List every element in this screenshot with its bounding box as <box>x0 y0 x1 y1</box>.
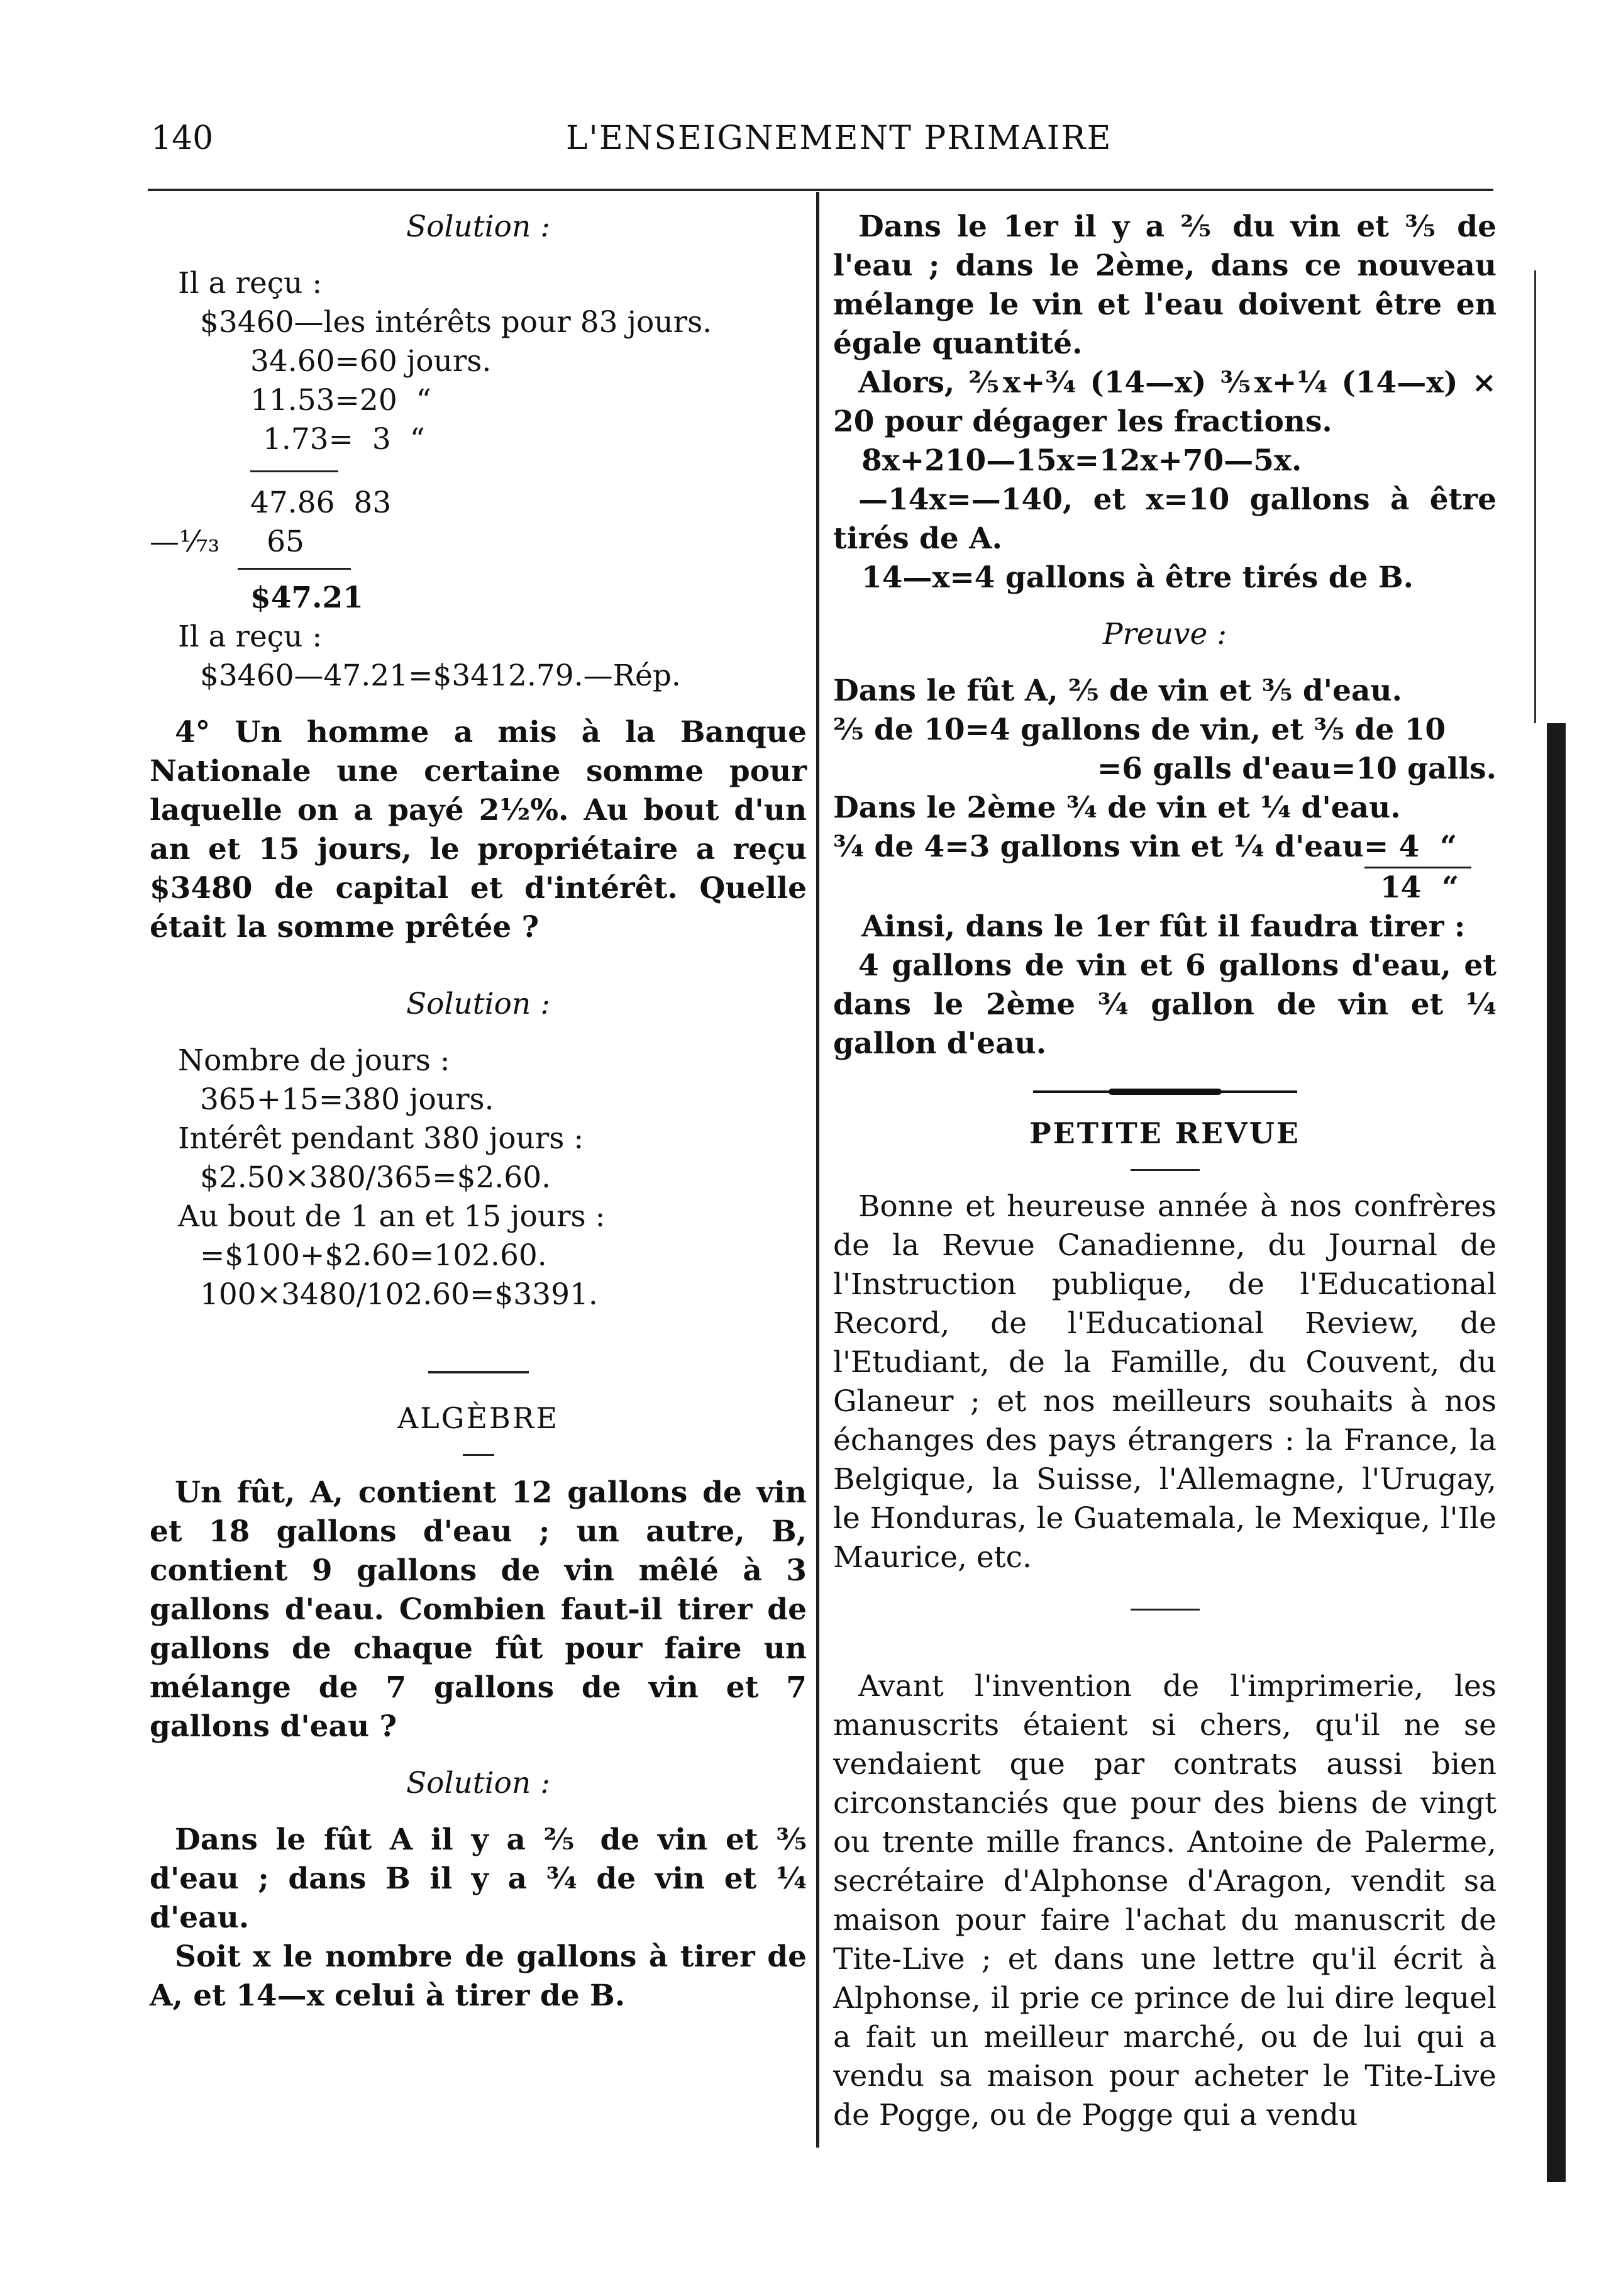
revue-paragraph: Bonne et heureuse année à nos confrères de la Revue Canadienne, du Journal de l'Instruction publique, de l'Educational Record, de l'Educational Review, de l'Etudiant, de la Famille, du Couvent, du Glaneur ; et nos meilleurs souhaits à nos échanges des pays étrangers : la France, la Belgique, la Suisse, l'Allemagne, l'Urugay, le Honduras, le Guatemala, le Mexique, l'Ile Maurice, etc. <box>833 1189 1497 1575</box>
solution-paragraph: Soit x le nombre de gallons à tirer de A, et 14—x celui à tirer de B. <box>150 1939 807 2013</box>
solution-line: Il a reçu : <box>178 619 323 654</box>
paragraph-separator <box>1131 1609 1200 1611</box>
problem-paragraph: 4° Un homme a mis à la Banque Nationale une certaine somme pour laquelle on a payé 2½%. Au bout d'un an et 15 jours, le propriétaire a reçu $3480 de capital et d'intérêt. Quelle était la somme prêtée ? <box>150 715 807 945</box>
proof-line: Dans le fût A, ⅖ de vin et ⅗ d'eau. <box>833 674 1402 708</box>
solution-line: 100×3480/102.60=$3391. <box>200 1277 598 1312</box>
running-head: L'ENSEIGNEMENT PRIMAIRE <box>566 119 1112 157</box>
solution-line: 1.73= 3 “ <box>263 422 425 457</box>
solution-line: Intérêt pendant 380 jours : <box>178 1121 584 1156</box>
title-underline <box>1131 1169 1200 1171</box>
right-column <box>833 208 1497 2135</box>
ornamental-rule <box>1033 1089 1297 1095</box>
column-rule <box>816 192 819 2148</box>
title-underline <box>463 1454 494 1456</box>
sum-rule <box>250 470 338 472</box>
algebra-continued-paragraph: Dans le 1er il y a ⅖ du vin et ⅗ de l'eau ; dans le 2ème, dans ce nouveau mélange le vin et l'eau doivent être en égale quantité. <box>833 209 1497 361</box>
binding-edge-bar <box>1547 723 1566 2182</box>
solution-paragraph: Dans le fût A il y a ⅖ de vin et ⅗ d'eau ; dans B il y a ¾ de vin et ¼ d'eau. <box>150 1822 807 1935</box>
algebra-continued-paragraph: —14x=—140, et x=10 gallons à être tirés de A. <box>833 482 1497 556</box>
algebra-equation: 14—x=4 gallons à être tirés de B. <box>861 560 1414 595</box>
left-column <box>150 208 807 2016</box>
section-title-algebra: ALGÈBRE <box>397 1401 560 1435</box>
solution-line: $2.50×380/365=$2.60. <box>200 1160 551 1195</box>
solution-line: 34.60=60 jours. <box>250 344 492 379</box>
solution-line: Nombre de jours : <box>178 1043 450 1078</box>
solution-line: $3460—47.21=$3412.79.—Rép. <box>200 658 681 693</box>
section-title-petite-revue: PETITE REVUE <box>1029 1116 1300 1150</box>
proof-total: 14 “ <box>1364 867 1471 907</box>
sum-rule <box>238 568 351 570</box>
section-separator <box>428 1371 529 1373</box>
solution-line: 11.53=20 “ <box>250 383 431 418</box>
solution-line: $3460—les intérêts pour 83 jours. <box>200 305 712 340</box>
solution-label: Solution : <box>406 209 551 244</box>
solution-line: —¹⁄₇₃ 65 <box>150 524 304 559</box>
solution-line: Au bout de 1 an et 15 jours : <box>178 1199 606 1234</box>
solution-line: Il a reçu : <box>178 266 323 301</box>
algebra-problem: Un fût, A, contient 12 gallons de vin et 18 gallons d'eau ; un autre, B, contient 9 gallons de vin mêlé à 3 gallons d'eau. Combien faut-il tirer de gallons de chaque fût pour faire un mélange de 7 gallons de vin et 7 gallons d'eau ? <box>150 1475 807 1744</box>
solution-label: Solution : <box>406 1766 551 1800</box>
solution-line: 47.86 83 <box>250 485 392 520</box>
binding-thin-edge <box>1534 270 1536 723</box>
proof-line: =6 galls d'eau=10 galls. <box>1097 751 1497 786</box>
proof-label: Preuve : <box>1102 617 1227 652</box>
top-rule <box>148 189 1493 191</box>
solution-line: 365+15=380 jours. <box>200 1082 494 1117</box>
solution-label: Solution : <box>406 987 551 1021</box>
proof-line: Ainsi, dans le 1er fût il faudra tirer : <box>861 909 1466 944</box>
revue-paragraph: Avant l'invention de l'imprimerie, les manuscrits étaient si chers, qu'il ne se vendaient que par contrats aussi bien circonstanciés que pour des biens de vingt ou trente mille francs. Antoine de Palerme, secrétaire d'Alphonse d'Aragon, vendit sa maison pour faire l'achat du manuscrit de Tite-Live ; et dans une lettre qu'il écrit à Alphonse, il prie ce prince de lui dire lequel a fait un meilleur marché, ou de lui qui a vendu sa maison pour acheter le Tite-Live de Pogge, ou de Pogge qui a vendu <box>833 1669 1497 2132</box>
solution-line: =$100+$2.60=102.60. <box>200 1238 547 1273</box>
proof-line: Dans le 2ème ¾ de vin et ¼ d'eau. <box>833 790 1401 825</box>
page-number: 140 <box>151 119 214 157</box>
algebra-equation: 8x+210—15x=12x+70—5x. <box>861 443 1302 478</box>
algebra-continued-paragraph: Alors, ⅖x+¾ (14—x) ⅗x+¼ (14—x) × 20 pour dégager les fractions. <box>833 365 1497 439</box>
proof-line: ¾ de 4=3 gallons vin et ¼ d'eau= 4 “ <box>833 829 1458 864</box>
proof-line: ⅖ de 10=4 gallons de vin, et ⅗ de 10 <box>833 713 1446 747</box>
proof-conclusion: 4 gallons de vin et 6 gallons d'eau, et dans le 2ème ¾ gallon de vin et ¼ gallon d'eau. <box>833 948 1497 1061</box>
solution-line: $47.21 <box>250 580 363 615</box>
